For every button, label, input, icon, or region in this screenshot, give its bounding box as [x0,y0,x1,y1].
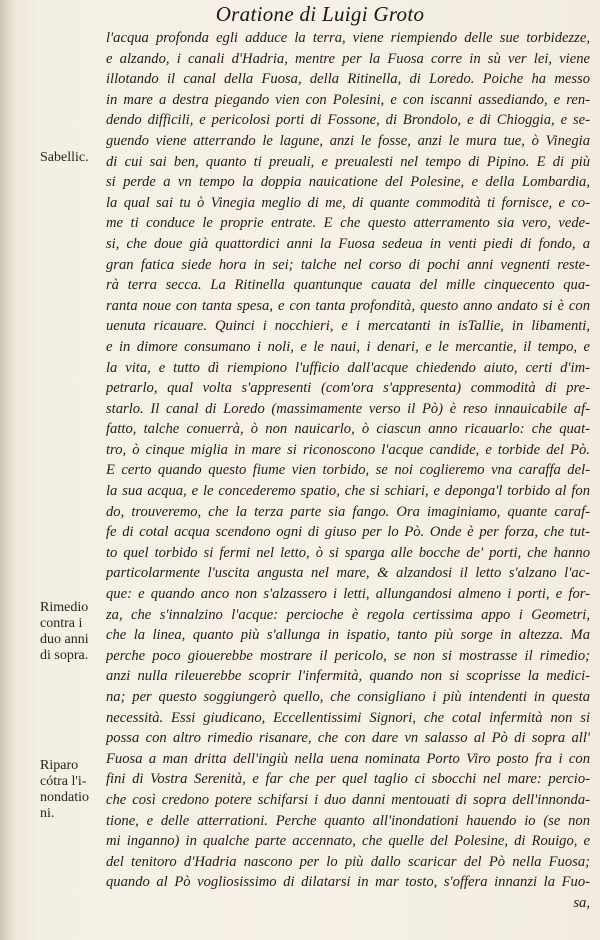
text-line: perche poco giouerebbe mostrare il pericolo, se non si mostrasse il rimedio; [106,647,590,664]
text-line: tro, ò cinque miglia in mare si riconoscono l'acque candide, e torbide del Pò. [106,441,590,458]
text-line: in mare a destra piegando vien con Polesini, e con iscanni assediando, e ren- [106,91,590,108]
text-line: tione, e delle atterrationi. Perche quanto all'inondationi hauendo io (se non [106,812,590,829]
text-line: illotando il canal della Fuosa, della Ritinella, di Loredo. Poiche ha messo [106,71,590,88]
text-line: possa con altro rimedio risanare, che con dare vn salasso al Pò di sopra all' [106,730,590,747]
text-line: del tenitoro d'Hadria nascono per lo più dallo scaricar del Pò nella Fuosa; [106,853,590,870]
text-line: che così credono potere schifarsi i duo danni mentouati di sopra dell'innonda- [106,791,590,808]
text-line: guendo viene atterrando le lagune, anzi le fosse, anzi le mura tue, ò Vinegia [106,132,590,149]
text-line: la sua acqua, e le concederemo spatio, che si schiari, e deponga'l torbido al fon [106,483,590,500]
text-line: anzi nulla rileuerebbe scoprir l'infermità, quando non si scoprisse la medici- [106,668,590,685]
margin-note-rimedio [40,600,89,664]
text-line: gran fatica siede hora in sei; talche nel corso di pochi anni vegnenti reste- [106,256,590,273]
text-line: si perde a vn tempo la doppia nauicatione del Polesine, e della Lombardia, [106,174,590,191]
text-line: quando al Pò vogliosissimo di dilatarsi in mar tosto, s'offera innanzi la Fuo- [106,874,590,891]
text-line: do, trouveremo, che la terza parte sia fango. Ora imaginiamo, quante caraf- [106,503,590,520]
text-line: Fuosa a man dritta dell'ingiù nella uena nominata Porto Viro posto fra i con [106,750,590,767]
text-line: necessità. Essi giudicano, Eccellentissimi Signori, che cotal infermità non si [106,709,590,726]
margin-note-sabellic [40,150,89,166]
text-line: che la linea, quanto più s'allunga in ispatio, tanto più sorge in altezza. Ma [106,627,590,644]
text-line: mi inganno) in qualche parte accennato, che quelle del Polesine, di Rouigo, e [106,833,590,850]
text-line: particolarmente l'uscita angusta nel mare, & alzandosi il letto s'alzano l'ac- [106,565,590,582]
text-line: starlo. Il canal di Loredo (massimamente verso il Pò) è reso innauicabile af- [106,400,590,417]
text-line: la qual sai tu ò Vinegia meglio di me, di quante commodità ti fornisce, e co- [106,194,590,211]
text-line: si, che doue già quattordici anni la Fuosa sedeua in venti piedi di fondo, a [106,235,590,252]
text-line: di cui sai ben, quanto ti preuali, e preualesti nel tempo di Pipino. E di più [106,153,590,170]
margin-note-line: Rimedio [40,600,89,615]
margin-note-line: Sabellic. [40,150,89,165]
text-line: l'acqua profonda egli adduce la terra, viene riempiendo delle sue torbidezze, [106,30,590,46]
margin-note-line: Riparo [40,758,79,773]
text-line: rà terra secca. La Ritinella quantunque cauata del mille cinquecento qua- [106,277,590,294]
margin-note-line: ni. [40,806,55,821]
margin-note-line: nondatio [40,790,89,805]
text-line: petrarlo, qual volta s'appresenti (com'ora s'appresenta) commodità di pre- [106,380,590,397]
text-line: que: e quando anco non s'alzassero i letti, allungandosi almeno i porti, e for- [106,586,590,603]
text-line: e in dimore consumano i noli, e le naui, i denari, e le mercantie, il tempo, e [106,338,590,355]
text-line: dendo difficili, e pericolosi porti di Fossone, di Brondolo, e di Chioggia, e se- [106,112,590,129]
text-line: E certo quando questo fiume vien torbido, se noi coglieremo vna caraffa del- [106,462,590,479]
margin-note-line: duo anni [40,632,89,647]
text-line: sa, [573,894,590,911]
text-line: fini di Vostra Serenità, e far che per quel taglio ci sbocchi nel mare: percio- [106,771,590,788]
text-line: to quel torbido si fermi nel letto, ò si sparga alle bocche de' porti, che hanno [106,544,590,561]
text-line: ranta noue con tanta spesa, e con tanta profondità, questo anno andato si è con [106,297,590,314]
text-line: za, che s'innalzino l'acque: percioche è regola certissima appo i Geometri, [106,606,590,623]
text-line: la vita, e tutto dì riempiono l'ufficio dall'acque chiedendo aiuto, certi d'im- [106,359,590,376]
text-line: fe di cotal acqua scendono ogni di giuso per lo Pò. Onde è per forza, che tut- [106,524,590,541]
margin-note-line: contra i [40,616,83,631]
binding-shadow [0,0,14,940]
margin-note-line: cótra l'i- [40,774,87,789]
text-line: me ti conduce le proprie entrate. E che questo atterramento sia vero, vede- [106,215,590,232]
running-head: Oratione di Luigi Groto [215,2,425,26]
text-line: fatto, talche conuerrà, ò non nauicarlo, ò ciascun anno ricauarlo: che quat- [106,421,590,438]
text-line: uenuta ricauare. Quinci i nocchieri, e i mercatanti in isTallie, in libamenti, [106,318,590,335]
margin-note-riparo [40,758,89,822]
text-line: e alzando, i canali d'Hadria, mentre per la Fuosa corre in sù ver lei, viene [106,50,590,67]
body-text [106,28,590,914]
margin-note-line: di sopra. [40,648,89,663]
text-line: na; per questo soggiungerò quello, che consigliano i più intendenti in questa [106,689,590,705]
